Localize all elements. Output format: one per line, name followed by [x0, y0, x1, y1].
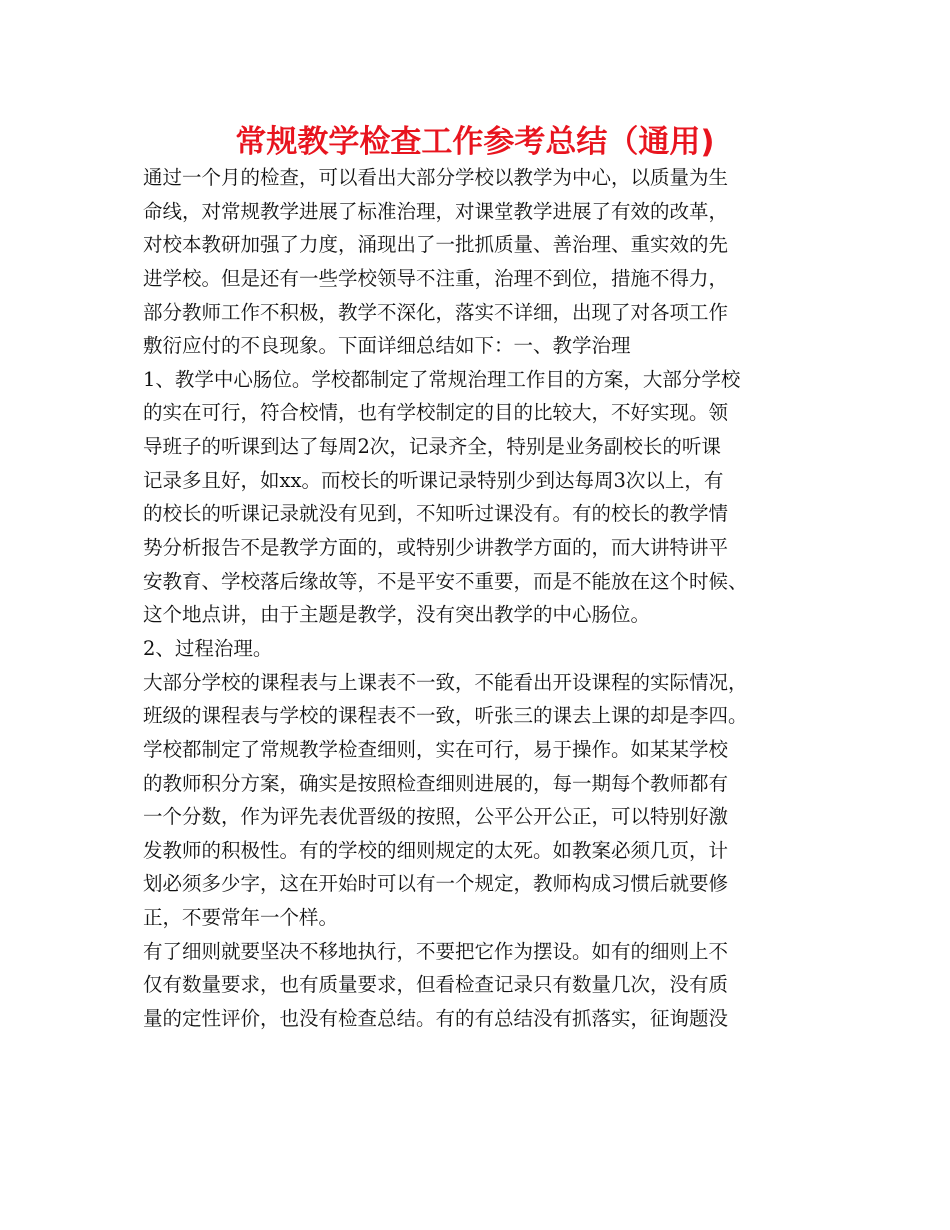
body-line: 记录多且好，如xx。而校长的听课记录特别少到达每周3次以上，有 [143, 468, 724, 492]
body-line: 通过一个月的检查，可以看出大部分学校以教学为中心，以质量为生 [143, 166, 729, 189]
body-line: 势分析报告不是教学方面的，或特别少讲教学方面的，而大讲特讲平 [143, 536, 729, 560]
body-line: 的实在可行，符合校情，也有学校制定的目的比较大，不好实现。领 [143, 401, 729, 425]
body-line: 进学校。但是还有一些学校领导不注重，治理不到位，措施不得力， [143, 266, 729, 290]
body-line: 的校长的听课记录就没有见到，不知听过课没有。有的校长的教学情 [143, 502, 729, 526]
body-line: 发教师的积极性。有的学校的细则规定的太死。如教案必须几页，计 [143, 838, 729, 862]
body-line: 命线，对常规教学进展了标准治理，对课堂教学进展了有效的改革， [143, 199, 729, 223]
document-body [143, 161, 843, 1036]
body-line: 学校都制定了常规教学检查细则，实在可行，易于操作。如某某学校 [143, 737, 729, 761]
body-line: 部分教师工作不积极，教学不深化，落实不详细，出现了对各项工作 [143, 300, 729, 324]
body-line: 对校本教研加强了力度，涌现出了一批抓质量、善治理、重实效的先 [143, 233, 729, 257]
body-line: 导班子的听课到达了每周2次，记录齐全，特别是业务副校长的听课 [143, 435, 721, 459]
body-line: 有了细则就要坚决不移地执行，不要把它作为摆设。如有的细则上不 [143, 939, 729, 963]
body-line: 1、教学中心肠位。学校都制定了常规治理工作目的方案，大部分学校 [143, 367, 741, 391]
body-line: 划必须多少字，这在开始时可以有一个规定，教师构成习惯后就要修 [143, 872, 729, 896]
body-line: 大部分学校的课程表与上课表不一致，不能看出开设课程的实际情况， [143, 670, 748, 694]
body-line: 正，不要常年一个样。 [143, 906, 339, 930]
body-line: 量的定性评价，也没有检查总结。有的有总结没有抓落实，征询题没 [143, 1007, 729, 1031]
body-line: 班级的课程表与学校的课程表不一致，听张三的课去上课的却是李四。 [143, 704, 748, 728]
body-line: 一个分数，作为评先表优晋级的按照，公平公开公正，可以特别好激 [143, 805, 729, 829]
body-line: 的教师积分方案，确实是按照检查细则进展的，每一期每个教师都有 [143, 771, 729, 795]
body-line: 仅有数量要求，也有质量要求，但看检查记录只有数量几次，没有质 [143, 973, 729, 997]
body-line: 安教育、学校落后缘故等，不是平安不重要，而是不能放在这个时候、 [143, 569, 748, 593]
document-title: 常规教学检查工作参考总结（通用) [235, 124, 715, 160]
body-line: 这个地点讲，由于主题是教学，没有突出教学的中心肠位。 [143, 603, 651, 627]
body-line: 2、过程治理。 [143, 636, 273, 660]
body-line: 敷衍应付的不良现象。下面详细总结如下：一、教学治理 [143, 334, 631, 358]
